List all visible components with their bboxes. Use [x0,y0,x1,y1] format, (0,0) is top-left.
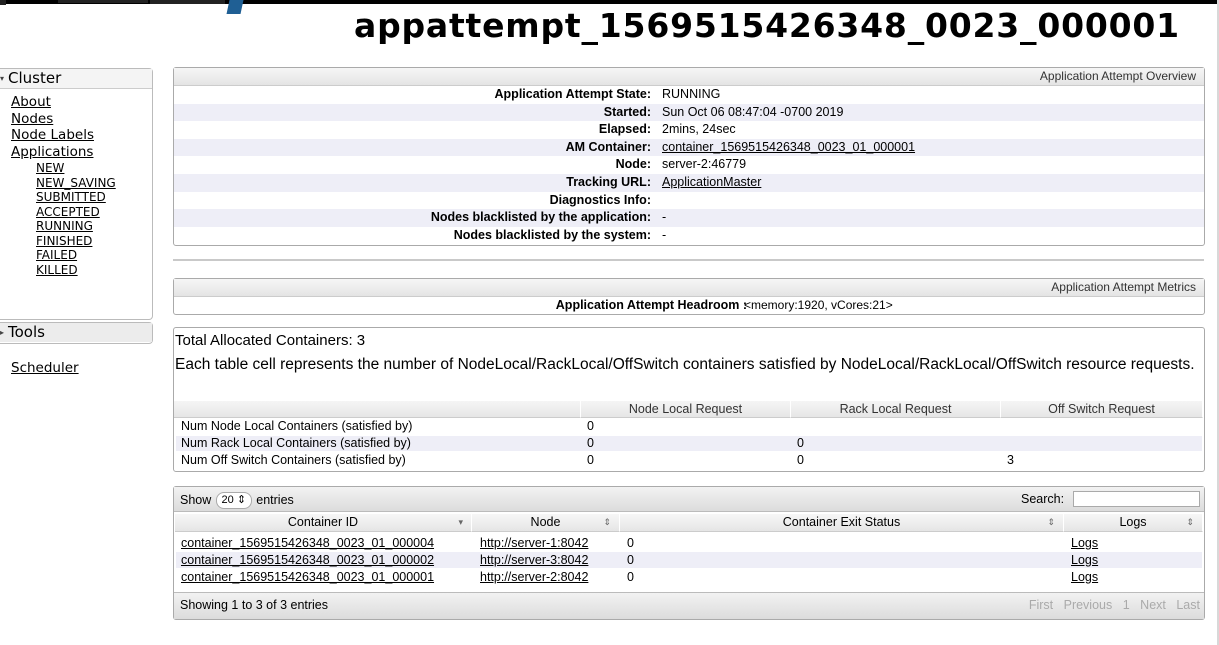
nav-cluster-header[interactable] [0,69,152,89]
nav-tools-section [0,322,153,344]
overview-row [174,121,1204,139]
overview-row [174,192,1204,210]
attempt-overview-panel [173,67,1205,246]
nav-link-killed[interactable]: KILLED [36,262,78,277]
app-blacklist-value: - [662,210,667,225]
logs-link[interactable]: Logs [1071,553,1099,567]
nav-link-applications[interactable]: Applications [11,143,94,160]
summary-row [176,436,1202,451]
page-size-value: 20 [221,494,234,506]
divider [173,259,1204,261]
hadoop-logo [0,0,270,16]
search-label: Search: [1021,492,1065,506]
exit-status: 0 [627,570,634,584]
total-containers: Total Allocated Containers: 3 [175,332,366,349]
overview-row [174,86,1204,104]
summary-row-label: Num Node Local Containers (satisfied by) [181,419,413,433]
pagination [1022,598,1200,612]
nav-link-submitted[interactable]: SUBMITTED [36,190,106,204]
table-toolbar [174,487,1204,512]
tracking-url-link[interactable]: ApplicationMaster [662,174,762,189]
overview-row [174,227,1204,245]
search-input[interactable] [1073,491,1200,507]
show-label: Show [180,492,212,507]
overview-row [174,156,1204,174]
overview-key: AM Container: [565,139,651,154]
container-id-link[interactable]: container_1569515426348_0023_01_000002 [181,553,435,567]
overview-row [174,209,1204,227]
pager-next[interactable]: Next [1140,598,1166,612]
node-link[interactable]: http://server-3:8042 [480,553,589,567]
summary-header-off-switch: Off Switch Request [1001,401,1203,418]
overview-key: Diagnostics Info: [549,192,651,207]
summary-header-blank [174,401,581,418]
nav-tools-header[interactable] [0,323,152,342]
node-link[interactable]: http://server-1:8042 [480,536,589,550]
node-value: server-2:46779 [662,157,747,172]
col-label: Container ID [287,515,359,529]
overview-key: Started: [603,104,651,119]
attempt-metrics-panel [173,278,1205,315]
nav-link-accepted[interactable]: ACCEPTED [36,204,100,219]
summary-description: Each table cell represents the number of NodeLocal/RackLocal/OffSwitch containers satisfied by NodeLocal/RackLocal/OffSwitch resource requests. [175,356,1195,373]
headroom-label: Application Attempt Headroom : [555,298,747,312]
summary-cell: 0 [587,419,594,433]
summary-cell: 3 [1007,453,1014,467]
summary-cell: 0 [587,453,594,467]
metrics-row [174,297,1204,315]
nav-tools-label: Tools [8,323,45,341]
entries-label: entries [256,492,294,507]
overview-key: Application Attempt State: [494,87,651,101]
table-row [176,535,1202,551]
overview-title: Application Attempt Overview [174,68,1204,86]
nav-link-failed[interactable]: FAILED [36,248,78,262]
system-blacklist-value: - [662,227,667,242]
nav-link-scheduler[interactable]: Scheduler [11,360,79,376]
am-container-link[interactable]: container_1569515426348_0023_01_000001 [662,139,916,154]
expand-arrow-icon: ▸ [0,328,5,337]
container-summary [173,327,1205,472]
exit-status: 0 [627,553,634,567]
overview-key: Elapsed: [598,122,651,137]
nav-cluster-label: Cluster [8,69,62,87]
pager-page-1[interactable]: 1 [1122,598,1130,612]
overview-row [174,174,1204,192]
col-label: Container Exit Status [782,515,901,529]
page-size-control [180,492,294,509]
summary-row [176,453,1202,468]
attempt-state-value: RUNNING [662,87,721,101]
col-header-logs[interactable] [1064,514,1203,532]
sort-desc-icon: ▾ [458,517,463,527]
node-link[interactable]: http://server-2:8042 [480,570,589,584]
exit-status: 0 [627,536,634,550]
summary-cell: 0 [797,436,804,450]
collapse-arrow-icon: ▾ [0,74,5,83]
nav-link-finished[interactable]: FINISHED [36,233,93,248]
container-id-link[interactable]: container_1569515426348_0023_01_000004 [181,536,435,550]
containers-table [173,486,1205,620]
logs-link[interactable]: Logs [1071,536,1099,550]
table-row [176,552,1202,568]
table-info: Showing 1 to 3 of 3 entries [180,598,329,612]
col-label: Logs [1119,515,1147,529]
col-header-node[interactable] [472,514,620,532]
started-value: Sun Oct 06 08:47:04 -0700 2019 [662,104,844,119]
nav-link-running[interactable]: RUNNING [36,219,93,233]
select-arrows-icon: ⇕ [236,494,247,506]
summary-row [176,419,1202,434]
nav-link-new[interactable]: NEW [36,161,65,175]
nav-link-new-saving[interactable]: NEW_SAVING [36,175,116,190]
sort-icon: ⇕ [1186,517,1194,527]
nav-link-node-labels[interactable]: Node Labels [11,127,94,143]
header [0,0,1219,60]
container-id-link[interactable]: container_1569515426348_0023_01_000001 [181,570,435,584]
summary-row-label: Num Rack Local Containers (satisfied by) [181,436,411,450]
col-label: Node [530,515,561,529]
sort-icon: ⇕ [603,517,611,527]
overview-key: Node: [615,157,651,172]
pager-first[interactable]: First [1028,598,1054,612]
overview-row [174,139,1204,157]
summary-cell: 0 [797,453,804,467]
overview-key: Nodes blacklisted by the system: [453,227,651,242]
nav-link-nodes[interactable]: Nodes [11,110,54,127]
overview-key: Tracking URL: [566,174,651,189]
summary-row-label: Num Off Switch Containers (satisfied by) [181,453,406,467]
pager-previous[interactable]: Previous [1063,598,1113,612]
sort-icon: ⇕ [1047,517,1055,527]
col-header-exit-status[interactable] [620,514,1064,532]
summary-header-rack-local: Rack Local Request [791,401,1001,418]
app-state-links [36,161,116,277]
headroom-value: <memory:1920, vCores:21> [744,298,893,312]
nav-link-about[interactable]: About [11,94,51,110]
summary-cell: 0 [587,436,594,450]
table-footer [174,592,1204,619]
page-size-select[interactable] [216,492,252,509]
metrics-title: Application Attempt Metrics [174,279,1204,297]
col-header-container-id[interactable] [175,514,472,532]
elapsed-value: 2mins, 24sec [662,122,736,137]
table-row [176,569,1202,585]
logs-link[interactable]: Logs [1071,570,1099,584]
overview-key: Nodes blacklisted by the application: [430,210,651,225]
page-title: appattempt_1569515426348_0023_000001 [354,6,1180,45]
pager-last[interactable]: Last [1176,598,1200,612]
summary-header-node-local: Node Local Request [581,401,791,418]
nav-links [11,94,116,277]
overview-row [174,104,1204,122]
